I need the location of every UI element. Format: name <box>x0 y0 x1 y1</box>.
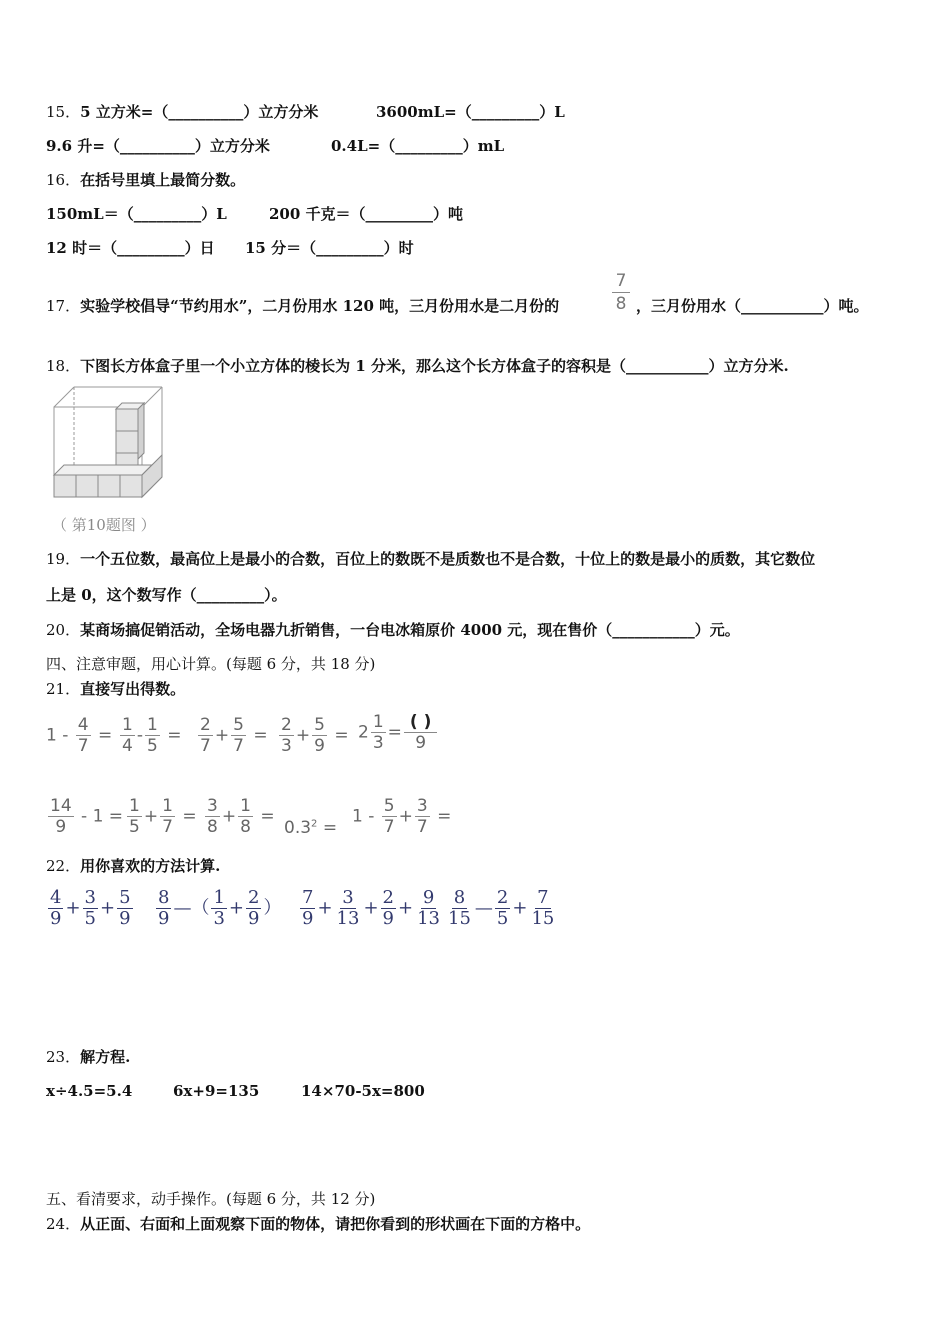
q22-e3 <box>298 888 444 929</box>
section5-title: 五、看清要求，动手操作。(每题 6 分，共 12 分) <box>46 1190 376 1208</box>
equals: = <box>322 818 338 838</box>
q22-e2 <box>154 888 281 929</box>
q21-r1-e1 <box>46 715 112 756</box>
q18-line <box>46 356 789 376</box>
q21-r1-e4 <box>277 715 349 756</box>
fraction <box>312 715 327 756</box>
fraction <box>246 888 261 929</box>
equals: = <box>334 725 349 746</box>
denominator: 5 <box>146 736 158 756</box>
q21-text: 直接写出得数。 <box>80 680 186 698</box>
operator: + <box>398 897 414 919</box>
operator: + <box>221 806 237 827</box>
denominator: 13 <box>336 908 360 929</box>
numerator: 3 <box>342 887 354 908</box>
fraction <box>48 796 74 837</box>
operator: + <box>512 897 528 919</box>
cube <box>76 475 98 497</box>
numerator: 5 <box>119 887 131 908</box>
numerator: 7 <box>537 887 549 908</box>
equals: = <box>253 725 268 746</box>
q16-number: 16． <box>46 171 81 189</box>
numerator: 1 <box>240 796 251 816</box>
denominator: 7 <box>77 736 89 756</box>
operator: + <box>100 897 116 919</box>
operator: — <box>474 897 493 919</box>
denominator: 4 <box>122 736 133 756</box>
fraction <box>120 715 135 756</box>
q17-text-after: ，三月份用水（___________）吨。 <box>636 297 869 315</box>
numerator: 5 <box>233 715 244 735</box>
operator: + <box>143 806 159 827</box>
q22-title <box>46 856 220 876</box>
fraction <box>127 796 142 837</box>
q17-frac-num: 7 <box>612 270 630 293</box>
q16-item-d: 15 分＝（_________）时 <box>245 239 414 257</box>
operator: + <box>363 897 379 919</box>
numerator: 1 <box>372 712 384 732</box>
numerator: 8 <box>158 887 170 908</box>
fraction <box>211 888 226 929</box>
operator: + <box>65 897 81 919</box>
denominator: 9 <box>248 908 260 929</box>
fraction <box>371 712 386 753</box>
numerator: 1 <box>146 715 158 735</box>
numerator: 2 <box>382 887 394 908</box>
q21-r2-e2 <box>125 796 197 837</box>
q23-eq3: 14×70-5x=800 <box>301 1082 425 1100</box>
numerator: 1 <box>122 715 133 735</box>
q24-text: 从正面、右面和上面观察下面的物体，请把你看到的形状画在下面的方格中。 <box>80 1215 591 1233</box>
denominator: 7 <box>383 817 395 837</box>
denominator: 9 <box>302 908 314 929</box>
q24-line <box>46 1214 590 1234</box>
expr-lead: 1 - <box>46 725 69 746</box>
fraction <box>160 796 175 837</box>
q22-e1 <box>46 888 135 929</box>
operator: —（ <box>173 897 210 919</box>
equals: = <box>98 725 113 746</box>
figure-caption: （ 第10题图 ） <box>52 516 156 534</box>
fraction <box>382 796 397 837</box>
numerator: 1 <box>129 796 140 816</box>
answer-blank: ( ) <box>404 712 437 733</box>
denominator: 9 <box>158 908 170 929</box>
operator: - <box>136 725 143 746</box>
denominator: 5 <box>129 817 140 837</box>
denominator: 7 <box>416 817 428 837</box>
q17-text-before: 实验学校倡导“节约用水”，二月份用水 120 吨，三月份用水是二月份的 <box>80 297 560 315</box>
fraction <box>145 715 160 756</box>
equals: = <box>260 806 275 827</box>
operator: + <box>317 897 333 919</box>
denominator: 5 <box>496 908 509 929</box>
expr-tail: - 1 = <box>81 806 124 827</box>
q19-line1 <box>46 549 815 569</box>
q21-r2-e1 <box>46 796 123 837</box>
q17-line <box>46 296 559 316</box>
cube <box>120 475 142 497</box>
q23-title <box>46 1047 130 1067</box>
q24-number: 24． <box>46 1215 81 1233</box>
fraction <box>446 888 473 929</box>
fraction <box>198 715 213 756</box>
numerator: 3 <box>84 887 96 908</box>
q15-item-b: 3600mL=（_________）L <box>376 103 565 121</box>
fraction <box>117 888 132 929</box>
fraction <box>300 888 315 929</box>
q23-text: 解方程. <box>80 1048 131 1066</box>
denominator: 8 <box>207 817 218 837</box>
q21-number: 21． <box>46 680 81 698</box>
q19-text1: 一个五位数，最高位上是最小的合数，百位上的数既不是质数也不是合数，十位上的数是最小的质数，其它数位 <box>80 550 816 568</box>
fraction <box>415 796 430 837</box>
denominator: 3 <box>213 908 225 929</box>
q23-eq2: 6x+9=135 <box>173 1082 260 1100</box>
q16-item-c: 12 时＝（_________）日 <box>46 239 215 257</box>
denominator: 9 <box>55 817 67 837</box>
cube <box>116 431 138 453</box>
numerator: 4 <box>77 715 89 735</box>
numerator: 5 <box>383 796 395 816</box>
q16-item-a: 150mL＝（_________）L <box>46 205 227 223</box>
fraction <box>495 888 510 929</box>
expr-lead: 1 - <box>352 806 375 827</box>
q17-frac-den: 8 <box>615 294 627 314</box>
fraction <box>238 796 253 837</box>
operator: + <box>214 725 230 746</box>
q21-r2-e5 <box>352 796 451 837</box>
q21-title <box>46 679 185 699</box>
answer-fraction <box>404 712 437 753</box>
numerator: 14 <box>50 796 72 816</box>
fraction <box>83 888 98 929</box>
numerator: 2 <box>496 887 509 908</box>
power-exponent: 2 <box>311 818 318 830</box>
q19-text2: 上是 0，这个数写作（_________）。 <box>46 586 287 604</box>
fraction <box>415 888 442 929</box>
numerator: 3 <box>207 796 218 816</box>
numerator: 5 <box>314 715 325 735</box>
numerator: 3 <box>416 796 428 816</box>
numerator: 7 <box>302 887 314 908</box>
q20-text: 某商场搞促销活动，全场电器九折销售，一台电冰箱原价 4000 元，现在售价（___________）元。 <box>80 621 740 639</box>
fraction <box>76 715 91 756</box>
equals: = <box>182 806 197 827</box>
q22-e4 <box>444 888 558 929</box>
q21-r2-e3 <box>203 796 275 837</box>
fraction <box>529 888 556 929</box>
q21-r1-e2 <box>118 715 181 756</box>
numerator: 2 <box>200 715 211 735</box>
equals: = <box>387 722 402 743</box>
cube <box>98 475 120 497</box>
q17-fraction <box>612 270 630 315</box>
denominator: 15 <box>448 908 471 929</box>
q15-item-d: 0.4L=（_________）mL <box>331 137 505 155</box>
numerator: 4 <box>50 887 62 908</box>
q16-title <box>46 170 245 190</box>
numerator: 2 <box>248 887 260 908</box>
q23-number: 23． <box>46 1048 81 1066</box>
numerator: 8 <box>453 887 466 908</box>
numerator: 2 <box>281 715 292 735</box>
equals: = <box>167 725 182 746</box>
q20-number: 20． <box>46 621 81 639</box>
whole-number: 2 <box>358 722 369 743</box>
denominator: 9 <box>119 908 131 929</box>
denominator: 7 <box>162 817 173 837</box>
power-base: 0.3 <box>284 818 312 838</box>
section4-title: 四、注意审题，用心计算。(每题 6 分，共 18 分) <box>46 655 376 673</box>
operator: + <box>398 806 413 827</box>
fraction <box>156 888 171 929</box>
close-paren: ） <box>263 897 282 919</box>
q20-line <box>46 620 740 640</box>
fraction <box>231 715 246 756</box>
denominator: 3 <box>372 733 384 753</box>
fraction <box>205 796 220 837</box>
numerator: 1 <box>213 887 225 908</box>
numerator: 1 <box>162 796 173 816</box>
numerator: 9 <box>422 887 435 908</box>
q22-number: 22． <box>46 857 81 875</box>
denominator: 9 <box>382 908 394 929</box>
q16-item-b: 200 千克＝（_________）吨 <box>269 205 464 223</box>
q21-r1-e5 <box>358 712 439 753</box>
box-cube-figure <box>50 385 166 501</box>
denominator: 9 <box>314 736 325 756</box>
cube <box>116 409 138 431</box>
q18-number: 18． <box>46 357 81 375</box>
q21-r1-e3 <box>196 715 268 756</box>
q23-eq1: x÷4.5=5.4 <box>46 1082 133 1100</box>
cube <box>54 475 76 497</box>
fraction <box>335 888 362 929</box>
denominator: 9 <box>50 908 62 929</box>
denominator: 13 <box>417 908 440 929</box>
q17-number: 17． <box>46 297 81 315</box>
denominator: 8 <box>240 817 251 837</box>
denominator: 5 <box>84 908 96 929</box>
equals: = <box>437 806 452 827</box>
denominator: 15 <box>531 908 555 929</box>
operator: + <box>228 897 244 919</box>
q16-text: 在括号里填上最简分数。 <box>80 171 246 189</box>
q21-r2-e4 <box>284 818 337 838</box>
denominator: 3 <box>281 736 292 756</box>
denominator: 7 <box>200 736 211 756</box>
operator: + <box>295 725 311 746</box>
q15-line1 <box>46 102 318 122</box>
q15-number: 15． <box>46 103 81 121</box>
q22-text: 用你喜欢的方法计算. <box>80 857 221 875</box>
q19-number: 19． <box>46 550 81 568</box>
q15-item-c: 9.6 升=（__________）立方分米 <box>46 137 270 155</box>
denominator: 9 <box>415 733 427 753</box>
denominator: 7 <box>233 736 244 756</box>
q18-text: 下图长方体盒子里一个小立方体的棱长为 1 分米，那么这个长方体盒子的容积是（___________）立方分米. <box>80 357 789 375</box>
q15-item-a: 5 立方米=（__________）立方分米 <box>80 103 319 121</box>
fraction <box>279 715 294 756</box>
fraction <box>381 888 396 929</box>
fraction <box>48 888 63 929</box>
